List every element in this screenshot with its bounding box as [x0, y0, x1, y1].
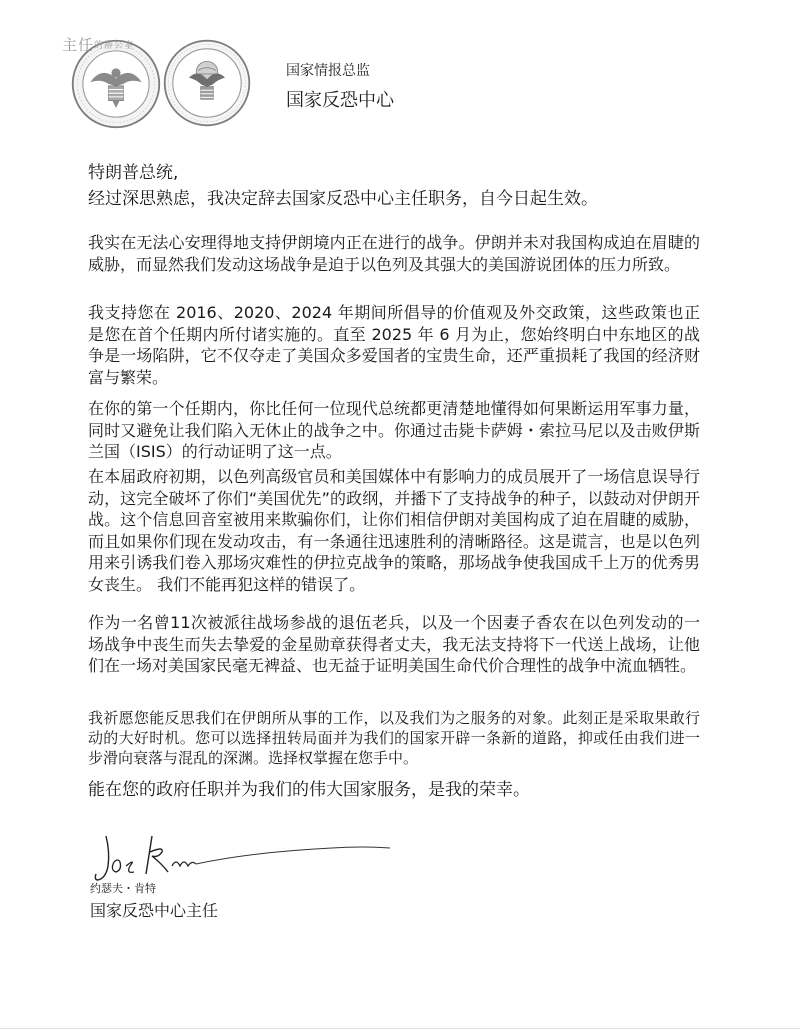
opening-line: 经过深思熟虑，我决定辞去国家反恐中心主任职务，自今日起生效。 [88, 189, 598, 209]
paragraph-3: 在你的第一个任期内，你比任何一位现代总统都更清楚地懂得如何果断运用军事力量，同时又避免让我们陷入无休止的战争之中。你通过击毙卡萨姆・索拉马尼以及击败伊斯兰国（ISIS）的行动证明了这一点。 [88, 399, 700, 461]
closing-line: 能在您的政府任职并为我们的伟大国家服务，是我的荣幸。 [88, 780, 530, 800]
page-bottom-divider [0, 1028, 800, 1029]
seal-overlay-caption [62, 34, 134, 55]
salutation-block [88, 160, 688, 212]
agency-nctc-line: 国家反恐中心 [286, 90, 394, 111]
paragraph-1: 我实在无法心安理得地支持伊朗境内正在进行的战争。伊朗并未对我国构成迫在眉睫的威胁，而显然我们发动这场战争是迫于以色列及其强大的美国游说团体的压力所致。 [88, 233, 700, 274]
signer-name: 约瑟夫・肯特 [90, 882, 156, 895]
paragraph-2: 我支持您在 2016、2020、2024 年期间所倡导的价值观及外交政策，这些政策也正是您在首个任期内所付诸实施的。直至 2025 年 6 月为止，您始终明白中东地区的战争是一场陷阱，它不仅夺走了美国众多爱国者的宝贵生命，还严重损耗了我国的经济财富与繁荣。 [88, 303, 700, 387]
paragraph-5: 作为一名曾11次被派往战场参战的退伍老兵，以及一个因妻子香农在以色列发动的一场战争中丧生而失去挚爱的金星勋章获得者丈夫，我无法支持将下一代送上战场，让他们在一场对美国家民毫无裨益、也无益于证明美国生命代价合理性的战争中流血牺牲。 [88, 613, 700, 675]
signer-title: 国家反恐中心主任 [90, 901, 219, 920]
agency-odni-line: 国家情报总监 [286, 63, 370, 79]
handwritten-signature [92, 822, 392, 884]
nctc-seal-icon [162, 38, 252, 128]
paragraph-6: 我祈愿您能反思我们在伊朗所从事的工作，以及我们为之服务的对象。此刻正是采取果敢行动的大好时机。您可以选择扭转局面并为我们的国家开辟一条新的道路，抑或任由我们进一步滑向衰落与混乱的深渊。选择权掌握在您手中。 [88, 709, 700, 767]
paragraph-4: 在本届政府初期，以色列高级官员和美国媒体中有影响力的成员展开了一场信息误导行动，这完全破坏了你们“美国优先”的政纲，并播下了支持战争的种子，以鼓动对伊朗开战。这个信息回音室被用来欺骗你们，让你们相信伊朗对美国构成了迫在眉睫的威胁，而且如果你们现在发动攻击，有一条通往迅速胜利的清晰路径。这是谎言，也是以色列用来引诱我们卷入那场灾难性的伊拉克战争的策略，那场战争使我国成千上万的优秀男女丧生。 我们不能再犯这样的错误了。 [88, 467, 700, 594]
seal-overlay-main: 主任 [62, 36, 95, 54]
salutation: 特朗普总统, [88, 163, 179, 183]
seal-overlay-small: 的辦公室 [94, 41, 135, 51]
